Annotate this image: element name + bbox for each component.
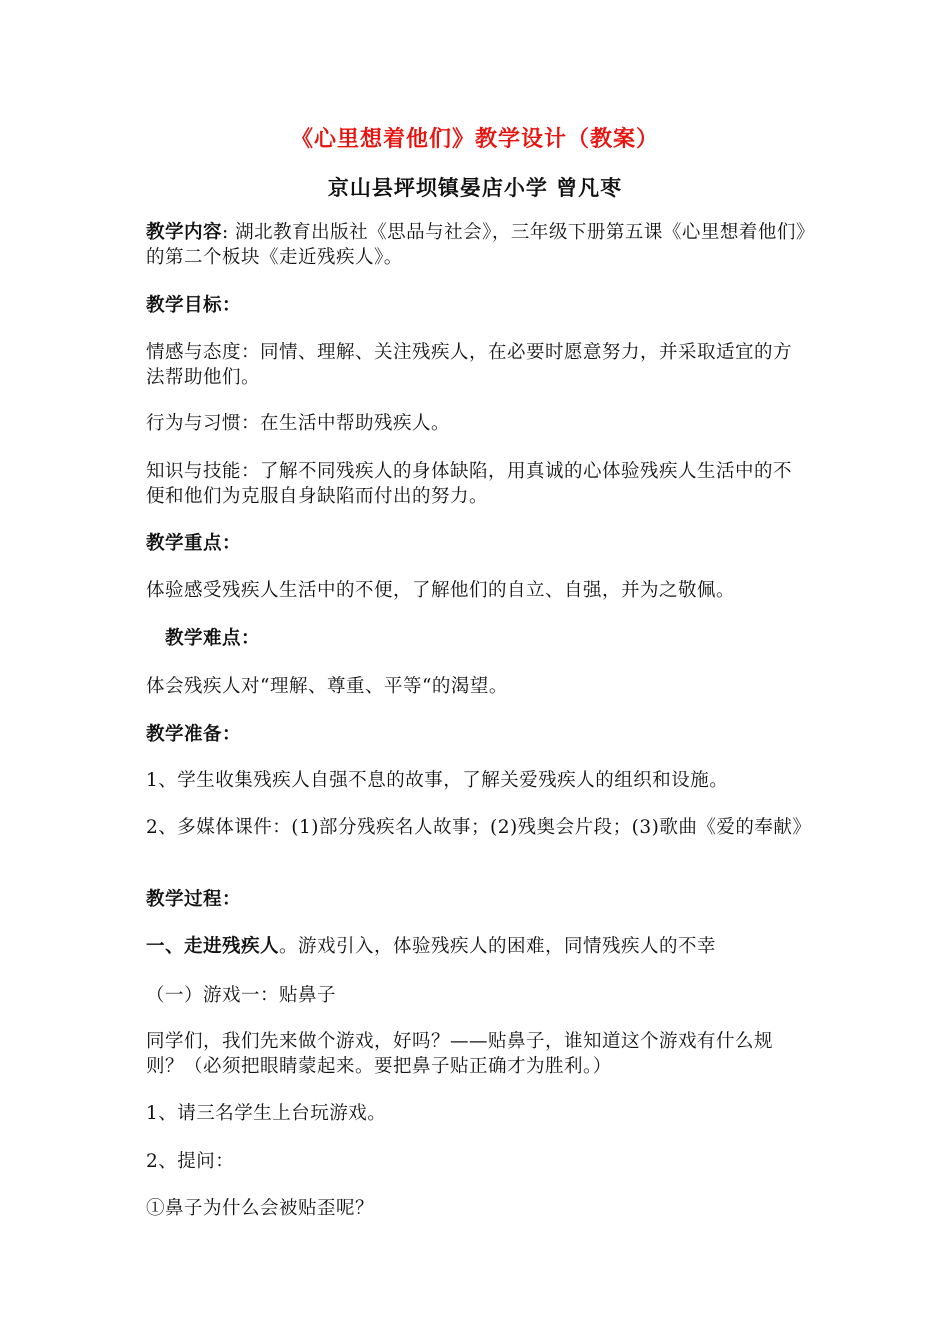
teaching-content-text: : 湖北教育出版社《思品与社会》，三年级下册第五课《心里想着他们》的第二个板块《走近残疾人》。 bbox=[146, 222, 806, 268]
goal-behavior: 行为与习惯：在生活中帮助残疾人。 bbox=[146, 413, 451, 434]
step-2: 2、提问： bbox=[146, 1151, 235, 1172]
process-heading: 教学过程： bbox=[146, 889, 242, 910]
document-title: 《心里想着他们》教学设计（教案） bbox=[290, 127, 659, 152]
goals-heading: 教学目标： bbox=[146, 295, 242, 316]
question-1: ①鼻子为什么会被贴歪呢？ bbox=[146, 1198, 375, 1219]
goal-emotion: 情感与态度：同情、理解、关注残疾人，在必要时愿意努力，并采取适宜的方法帮助他们。 bbox=[146, 342, 793, 388]
difficult-points-text: 体会残疾人对“理解、尊重、平等“的渴望。 bbox=[146, 676, 508, 697]
section-1-paragraph bbox=[146, 934, 810, 959]
preparation-heading: 教学准备： bbox=[146, 724, 242, 745]
section-1-text: 。游戏引入，体验残疾人的困难，同情残疾人的不幸 bbox=[279, 936, 717, 957]
key-points-heading: 教学重点： bbox=[146, 533, 242, 554]
difficult-points-heading: 教学难点： bbox=[165, 628, 261, 649]
step-1: 1、请三名学生上台玩游戏。 bbox=[146, 1103, 387, 1124]
teaching-content-paragraph bbox=[146, 220, 810, 270]
goal-knowledge: 知识与技能：了解不同残疾人的身体缺陷，用真诚的心体验残疾人生活中的不便和他们为克服自身缺陷而付出的努力。 bbox=[146, 461, 793, 507]
preparation-item-2: 2、多媒体课件：(1)部分残疾名人故事；(2)残奥会片段；(3)歌曲《爱的奉献》 bbox=[146, 817, 812, 838]
game-1-title: （一）游戏一：贴鼻子 bbox=[146, 985, 337, 1006]
author-line: 京山县坪坝镇晏店小学 曾凡枣 bbox=[327, 176, 623, 200]
preparation-item-1: 1、学生收集残疾人自强不息的故事，了解关爱残疾人的组织和设施。 bbox=[146, 770, 729, 791]
game-1-intro: 同学们，我们先来做个游戏，好吗？——贴鼻子，谁知道这个游戏有什么规则？（必须把眼睛蒙起来。要把鼻子贴正确才为胜利。） bbox=[146, 1031, 774, 1077]
teaching-content-label: 教学内容 bbox=[146, 222, 223, 243]
section-1-label: 一、走进残疾人 bbox=[146, 936, 280, 957]
key-points-text: 体验感受残疾人生活中的不便，了解他们的自立、自强，并为之敬佩。 bbox=[146, 580, 736, 601]
